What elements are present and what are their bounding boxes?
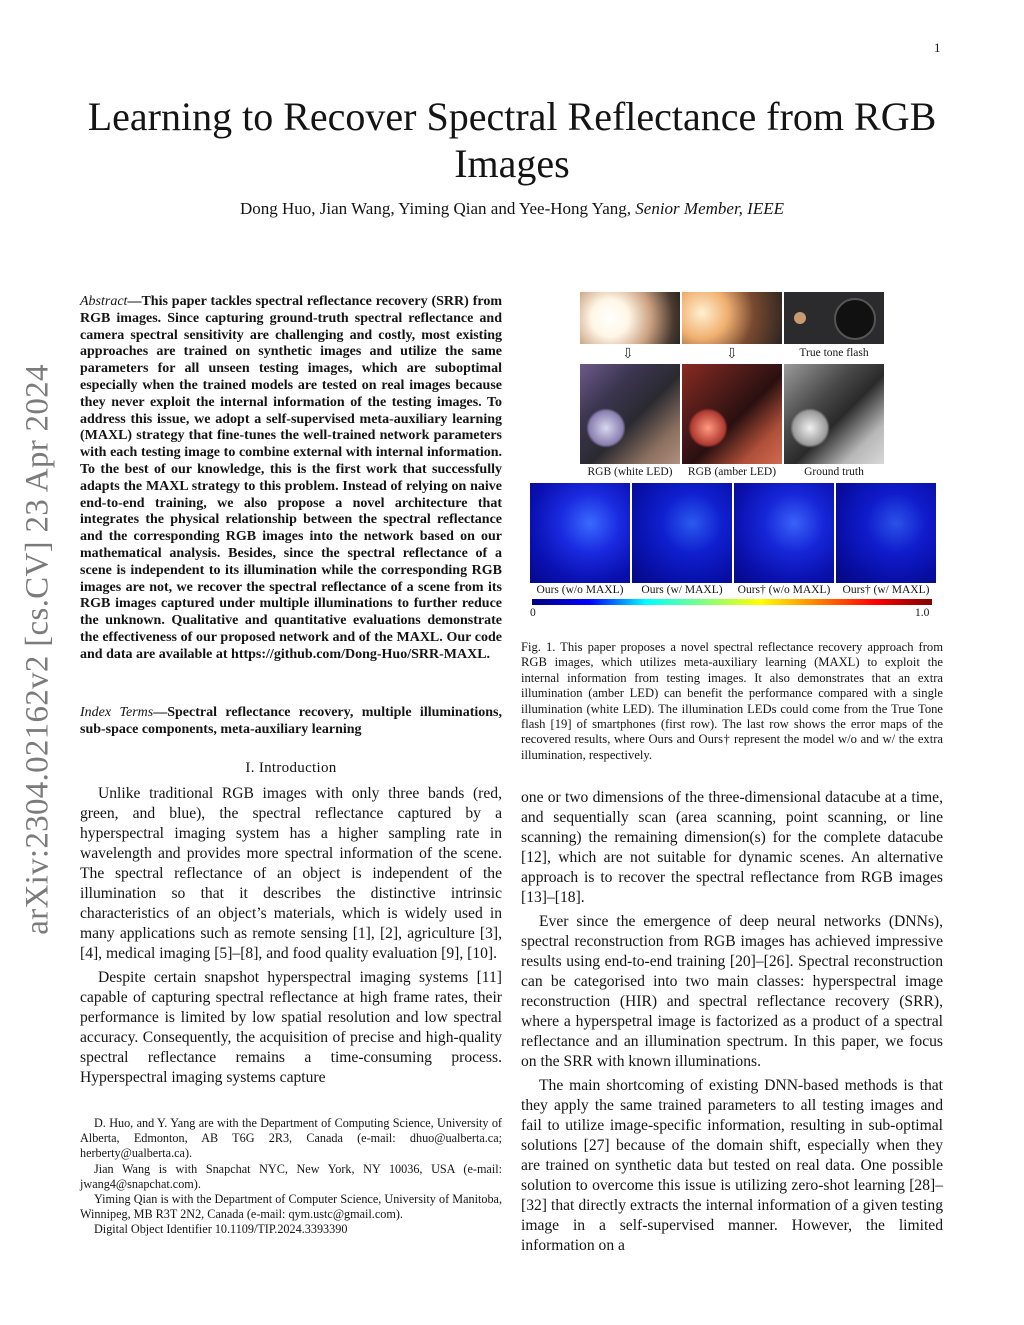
label-ours-wo-maxl: Ours (w/o MAXL)	[536, 584, 624, 596]
paragraph: Unlike traditional RGB images with only three bands (red, green, and blue), the spectral reflectance captured by a hyperspectral imaging system has a higher sampling rate in wavelength and provides more spectral information of the scene. The spectral reflectance of an object is independent of the illumination so that it describes the distinctive intrinsic characteristics of an object’s materials, which is widely used in many applications such as remote sensing [1], [2], agriculture [3], [4], medical imaging [5]–[8], and food quality evaluation [9], [10].	[80, 785, 502, 962]
photo-ground-truth	[784, 364, 884, 464]
section-heading: I. Introduction	[245, 760, 337, 776]
photo-phone-white-flash	[580, 292, 680, 344]
intro-right-column	[521, 788, 943, 1256]
intro-left-column	[80, 784, 502, 1088]
label-true-tone-flash: True tone flash	[799, 347, 869, 359]
down-arrow-icon: ⇩	[726, 347, 738, 362]
error-map-oursdagger-wo-maxl	[734, 483, 834, 583]
footnote: Jian Wang is with Snapchat NYC, New York, NY 10036, USA (e-mail: jwang4@snapchat.com).	[80, 1161, 502, 1191]
footnotes	[80, 1116, 502, 1238]
camera-lens-shape	[834, 298, 876, 340]
flash-led-shape	[794, 312, 806, 324]
abstract	[80, 294, 502, 664]
label-oursdagger-wo-maxl: Ours† (w/o MAXL)	[737, 584, 831, 596]
paragraph: Ever since the emergence of deep neural networks (DNNs), spectral reconstruction from RGB images has achieved impressive results using end-to-end training [20]–[26]. Spectral reconstruction can be categorised into two main classes: hyperspectral image reconstruction (HIR) and spectral reflectance recovery (SRR), where a hyperspetral image is factorized as a product of a spectral reflectance and an illumination spectrum. In this paper, we focus on the SRR with known illuminations.	[521, 913, 943, 1070]
index-terms	[80, 705, 502, 739]
label-rgb-white-led: RGB (white LED)	[587, 466, 673, 478]
footnote: Digital Object Identifier 10.1109/TIP.2024.3393390	[94, 1222, 348, 1237]
colorbar-max-label: 1.0	[915, 607, 930, 619]
photo-rgb-amber-led	[682, 364, 782, 464]
author-list	[80, 199, 944, 219]
photo-phone-camera	[784, 292, 884, 344]
paragraph: The main shortcoming of existing DNN-based methods is that they apply the same trained parameters to all testing images and fail to utilize image-specific information, resulting in sub-optimal solutions [27] because of the domain shift, especially when they are trained on synthetic data but tested on real data. One possible solution to overcome this issue is utilizing zero-shot learning [28]–[32] that directly extracts the internal information of a given testing image in a self-supervised manner. However, the limited information on a	[521, 1077, 943, 1254]
label-ours-w-maxl: Ours (w/ MAXL)	[641, 584, 723, 596]
paragraph: one or two dimensions of the three-dimensional datacube at a time, and sequentially scan (area scanning, point scanning, or line scanning) the remaining dimension(s) for the complete datacube [12], which are not suitable for dynamic scenes. An alternative approach is to recover the spectral reflectance from RGB images [13]–[18].	[521, 789, 943, 906]
page-number: 1	[934, 40, 941, 55]
abstract-text: —This paper tackles spectral reflectance recovery (SRR) from RGB images. Since capturing ground-truth spectral reflectance and camera spectral sensitivity are challenging and costly, most existing approaches are trained on synthetic images and utilize the same parameters for all unseen testing images, which are suboptimal especially when the trained models are tested on real images because they never exploit the internal information of the testing images. To address this issue, we adopt a self-supervised meta-auxiliary learning (MAXL) strategy that fine-tunes the well-trained network parameters with each testing image to combine external with internal information. To the best of our knowledge, this is the first work that successfully adapts the MAXL strategy to this problem. Instead of relying on naive end-to-end training, we also propose a novel architecture that integrates the physical relationship between the spectral reflectance and the corresponding RGB images into the network based on our mathematical analysis. Besides, since the spectral reflectance of a scene is independent to its illumination while the corresponding RGB images are not, we recover the spectral reflectance of a scene from its RGB images captured under multiple illuminations to further reduce the unknown. Qualitative and quantitative evaluations demonstrate the effectiveness of our proposed network and of the MAXL. Our code and data are available at https://github.com/Dong-Huo/SRR-MAXL.	[80, 294, 502, 662]
index-terms-label: Index Terms	[80, 705, 154, 720]
footnote: D. Huo, and Y. Yang are with the Department of Computing Science, University of Alberta, Edmonton, AB T6G 2R3, Canada (e-mail: dhuo@ualberta.ca; herberty@ualberta.ca).	[80, 1116, 502, 1161]
flower-shape	[586, 408, 626, 448]
abstract-label: Abstract	[80, 294, 128, 309]
error-map-ours-wo-maxl	[530, 483, 630, 583]
down-arrow-icon: ⇩	[622, 347, 634, 362]
authors-names: Dong Huo, Jian Wang, Yiming Qian and Yee-Hong Yang,	[239, 199, 632, 218]
paragraph: Despite certain snapshot hyperspectral imaging systems [11] capable of capturing spectral reflectance at high frame rates, their performance is limited by low spatial resolution and low spectral accuracy. Consequently, the acquisition of precise and high-quality spectral reflectance remains a time-consuming process. Hyperspectral imaging systems capture	[80, 969, 502, 1086]
arxiv-stamp: arXiv:2304.02162v2 [cs.CV] 23 Apr 2024	[19, 364, 56, 935]
author-membership: Senior Member, IEEE	[635, 199, 784, 218]
error-map-ours-w-maxl	[632, 483, 732, 583]
figure-1	[520, 290, 944, 630]
error-colorbar	[532, 599, 932, 605]
label-ground-truth: Ground truth	[804, 466, 864, 478]
footnote: Yiming Qian is with the Department of Computer Science, University of Manitoba, Winnipeg, MB R3T 2N2, Canada (e-mail: qym.ustc@gmail.com).	[80, 1192, 502, 1222]
photo-phone-amber-flash	[682, 292, 782, 344]
label-rgb-amber-led: RGB (amber LED)	[687, 466, 777, 478]
flower-shape	[790, 408, 830, 448]
label-oursdagger-w-maxl: Ours† (w/ MAXL)	[842, 584, 930, 596]
photo-rgb-white-led	[580, 364, 680, 464]
colorbar-min-label: 0	[530, 607, 536, 619]
error-map-oursdagger-w-maxl	[836, 483, 936, 583]
figure-caption: Fig. 1. This paper proposes a novel spectral reflectance recovery approach from RGB images, which utilizes meta-auxiliary learning (MAXL) to exploit the internal information from testing images. It also demonstrates that an extra illumination (amber LED) can benefit the performance compared with a single illumination (white LED). The illumination LEDs could come from the True Tone flash [19] of smartphones (first row). The last row shows the error maps of the recovered results, where Ours and Ours† represent the model w/o and w/ the extra illumination, respectively.	[521, 640, 943, 762]
flower-shape	[688, 408, 728, 448]
paper-title: Learning to Recover Spectral Reflectance from RGB Images	[87, 94, 937, 186]
index-terms-text: —Spectral reflectance recovery, multiple illuminations, sub-space components, meta-auxiliary learning	[80, 705, 503, 737]
